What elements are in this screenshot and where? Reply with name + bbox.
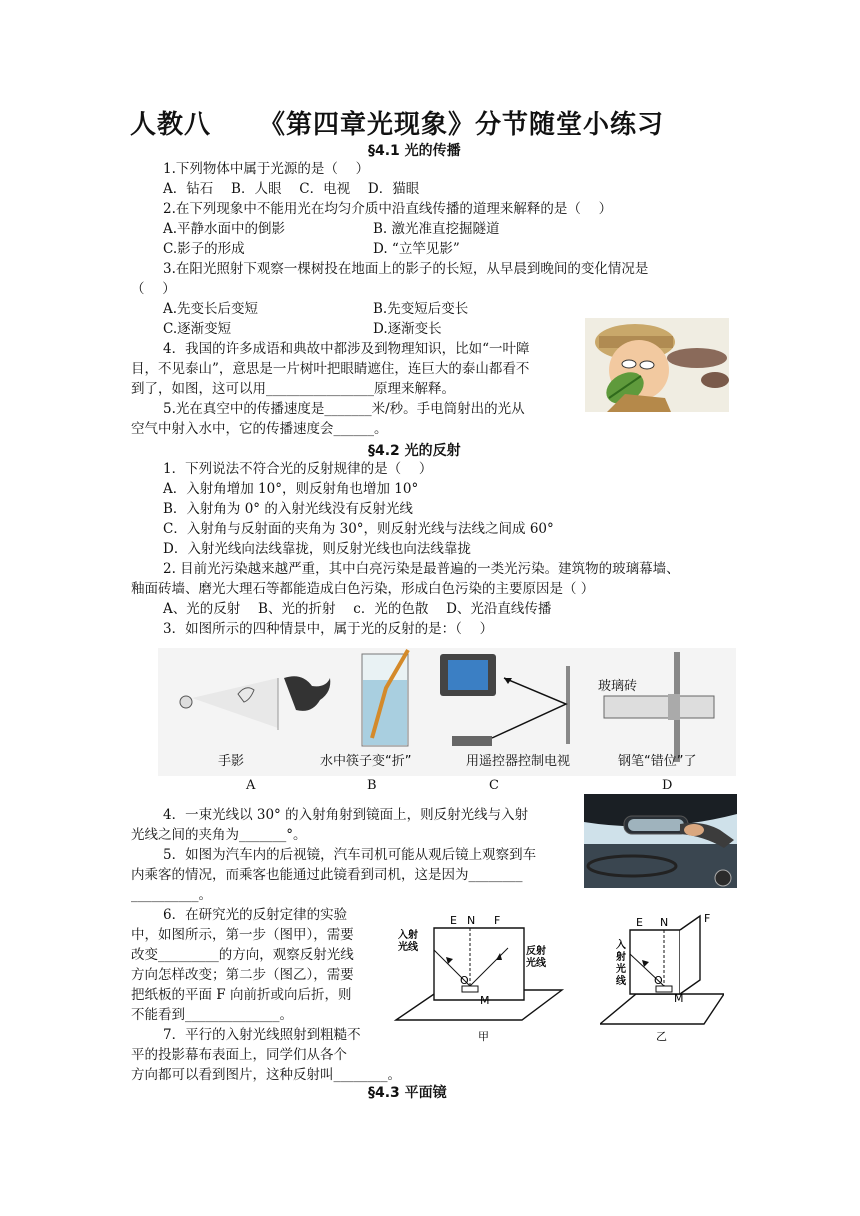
q1-2-option-d: D. “立竿见影” (373, 241, 460, 257)
q2-1-option-a: A．入射角增加 10°，则反射角也增加 10° (163, 481, 419, 497)
scene-c-tv-remote (440, 654, 570, 746)
q2-2-line1: 2. 目前光污染越来越严重，其中白亮污染是最普遍的一类光污染。建筑物的玻璃幕墙、 (163, 561, 680, 577)
svg-text:射: 射 (616, 952, 626, 963)
caption-a: 手影 (218, 754, 245, 769)
letter-a: A (246, 778, 256, 793)
jia-label-f: F (494, 914, 501, 927)
q2-7-line3: 方向都可以看到图片，这种反射叫________。 (131, 1067, 401, 1083)
jia-label-n: N (467, 914, 476, 927)
q2-6-line5: 把纸板的平面 F 向前折或向后折，则 (131, 987, 352, 1003)
yi-label-m: M (674, 992, 684, 1005)
q2-6-line2: 中，如图所示，第一步（图甲），需要 (131, 927, 354, 943)
q2-5-line1: 5．如图为汽车内的后视镜，汽车司机可能从观后镜上观察到车 (163, 847, 537, 863)
q2-1-option-b: B．入射角为 0° 的入射光线没有反射光线 (163, 501, 413, 517)
svg-text:线: 线 (616, 976, 626, 987)
q2-7-line2: 平的投影幕布表面上，同学们从各个 (131, 1047, 347, 1063)
letter-c: C (489, 778, 499, 793)
reflection-diagram-jia (392, 910, 576, 1046)
reflection-diagram-yi (600, 910, 724, 1046)
q2-6-line4: 方向怎样改变；第二步（图乙），需要 (131, 967, 354, 983)
q2-1-option-d: D．入射光线向法线靠拢，则反射光线也向法线靠拢 (163, 541, 471, 557)
caption-d: 钢笔“错位”了 (618, 754, 697, 769)
svg-text:入: 入 (616, 940, 626, 951)
q2-3: 3．如图所示的四种情景中，属于光的反射的是：（ ） (163, 621, 494, 637)
q2-1: 1．下列说法不符合光的反射规律的是（ ） (163, 461, 433, 477)
scene-b-glass (362, 650, 408, 746)
yi-label-e: E (636, 916, 643, 929)
q1-2-option-b: B. 激光准直挖掘隧道 (373, 221, 500, 237)
svg-text:反射: 反射 (526, 946, 546, 957)
q1-3-option-a: A.先变长后变短 (163, 301, 259, 317)
q2-5-line2: 内乘客的情况，而乘客也能通过此镜看到司机，这是因为________ (131, 867, 523, 883)
q1-3-option-c: C.逐渐变短 (163, 321, 232, 337)
q2-7-line1: 7．平行的入射光线照射到粗糙不 (163, 1027, 361, 1043)
scene-d-pen-glass (604, 652, 714, 762)
q1-2: 2.在下列现象中不能用光在均匀介质中沿直线传播的道理来解释的是（ ） (163, 201, 613, 217)
yi-caption: 乙 (656, 1030, 667, 1043)
q2-2-options: A、光的反射 B、光的折射 c．光的色散 D、光沿直线传播 (163, 601, 552, 617)
q2-6-line6: 不能看到______________。 (131, 1007, 293, 1023)
q2-4-line1: 4．一束光线以 30° 的入射角射到镜面上，则反射光线与入射 (163, 807, 529, 823)
yi-label-n: N (660, 916, 669, 929)
page-title: 人教八 《第四章光现象》分节随堂小练习 (130, 110, 665, 140)
jia-label-m: M (480, 994, 490, 1007)
caption-c: 用遥控器控制电视 (466, 754, 571, 769)
caption-b: 水中筷子变“折” (320, 754, 412, 769)
q2-1-option-c: C．入射角与反射面的夹角为 30°，则反射光线与法线之间成 60° (163, 521, 554, 537)
svg-text:光线: 光线 (398, 942, 418, 953)
section-heading-4-2: §4.2 光的反射 (368, 443, 461, 459)
letter-d: D (662, 778, 673, 793)
q2-2-line2: 釉面砖墙、磨光大理石等都能造成白色污染，形成白色污染的主要原因是（ ） (131, 581, 595, 597)
q1-4-line3: 到了，如图，这可以用________________原理来解释。 (131, 381, 455, 397)
q2-6-line3: 改变_________的方向，观察反射光线 (131, 947, 354, 963)
yi-incident-label (616, 938, 627, 987)
jia-label-o: O (460, 974, 469, 987)
scene-a-hand-shadow (180, 676, 330, 730)
q1-3-option-d: D.逐渐变长 (373, 321, 442, 337)
q1-1: 1.下列物体中属于光源的是（ ） (163, 161, 370, 177)
q2-4-line2: 光线之间的夹角为_______°。 (131, 827, 307, 843)
q1-3-option-b: B.先变短后变长 (373, 301, 469, 317)
q1-4-line1: 4．我国的许多成语和典故中都涉及到物理知识，比如“一叶障 (163, 341, 530, 357)
q1-1-options: A．钻石 B．人眼 C．电视 D．猫眼 (163, 181, 420, 197)
q2-6-line1: 6．在研究光的反射定律的实验 (163, 907, 348, 923)
q1-4-line2: 目，不见泰山”，意思是一片树叶把眼睛遮住，连巨大的泰山都看不 (131, 361, 530, 377)
q1-5-line1: 5.光在真空中的传播速度是_______米/秒。手电筒射出的光从 (163, 401, 525, 417)
q1-2-option-a: A.平静水面中的倒影 (163, 221, 286, 237)
jia-incident-label (398, 928, 419, 953)
svg-text:光线: 光线 (526, 958, 546, 969)
q2-5-line3: __________。 (131, 887, 212, 903)
section-heading-4-1: §4.1 光的传播 (368, 143, 461, 159)
q1-5-line2: 空气中射入水中，它的传播速度会______。 (131, 421, 388, 437)
glass-brick-label: 玻璃砖 (598, 679, 638, 694)
four-scenes-figure (158, 648, 736, 776)
svg-text:入射: 入射 (398, 930, 418, 941)
jia-label-e: E (450, 914, 457, 927)
jia-caption: 甲 (478, 1030, 489, 1043)
letter-b: B (367, 778, 377, 793)
q1-3-paren: （ ） (131, 281, 176, 297)
jia-reflected-label (526, 944, 547, 969)
q1-3: 3.在阳光照射下观察一棵树投在地面上的影子的长短，从早晨到晚间的变化情况是 (163, 261, 649, 277)
yi-label-o: O (654, 974, 663, 987)
svg-text:光: 光 (616, 964, 626, 975)
rearview-mirror-photo (584, 794, 737, 888)
section-heading-4-3: §4.3 平面镜 (368, 1085, 447, 1101)
leaf-eye-cartoon (585, 318, 729, 412)
yi-label-f: F (704, 912, 711, 925)
q1-2-option-c: C.影子的形成 (163, 241, 245, 257)
